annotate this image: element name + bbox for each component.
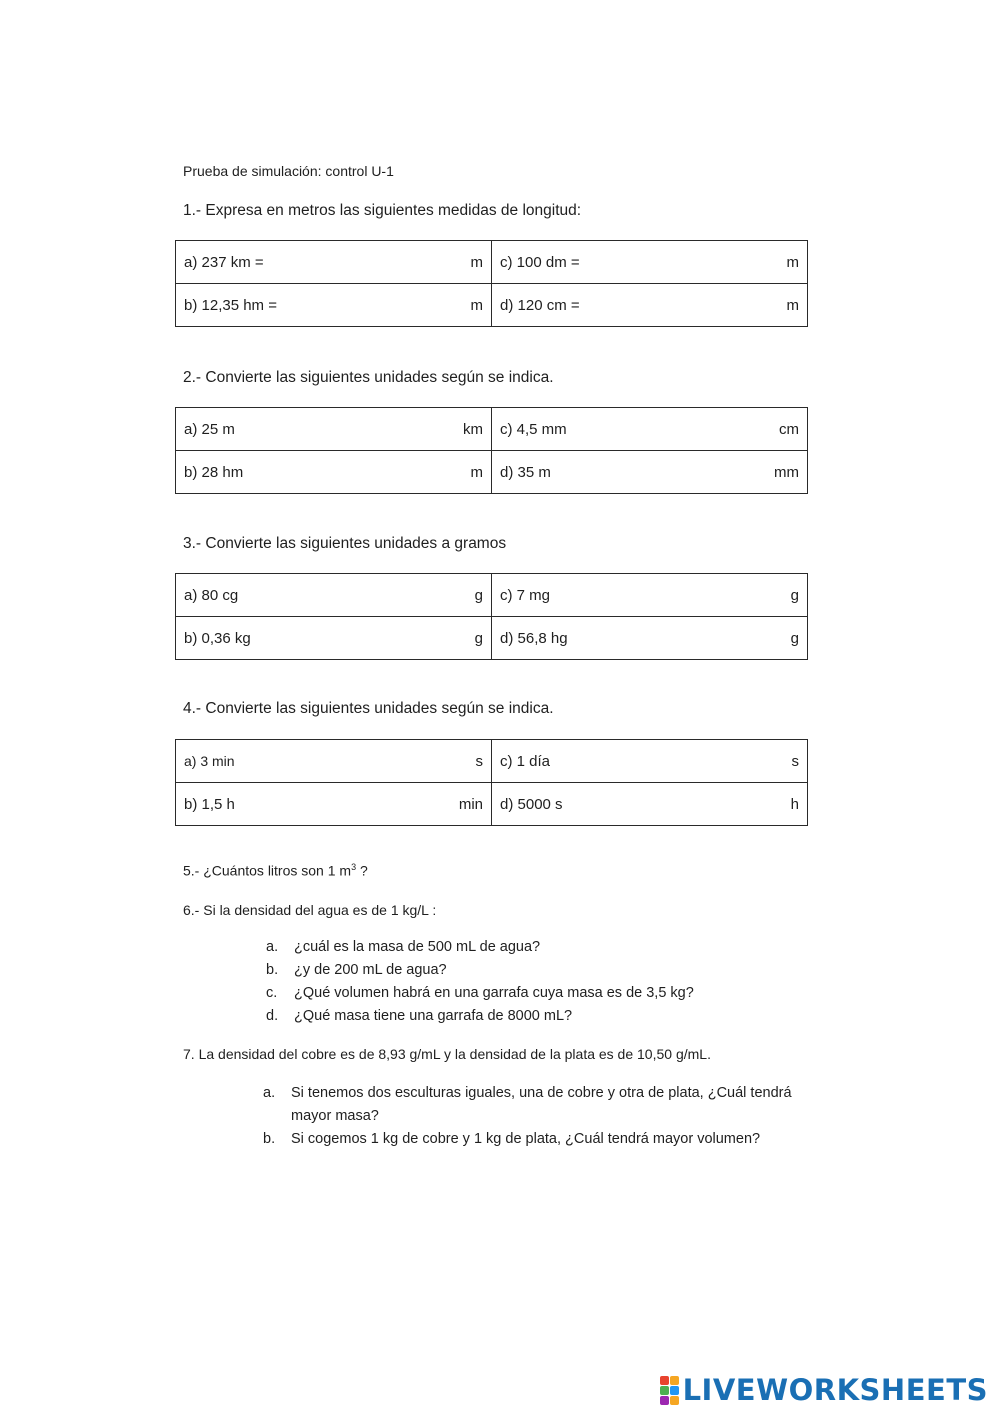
list-text: ¿Qué masa tiene una garrafa de 8000 mL? <box>294 1008 573 1024</box>
cell-unit: min <box>458 795 483 813</box>
cell-unit: g <box>790 629 799 647</box>
cell-unit: g <box>474 629 483 647</box>
question-3-table <box>175 573 808 660</box>
logo-square <box>660 1396 669 1405</box>
cell-label: a) 237 km = <box>184 253 264 271</box>
cell-unit: cm <box>779 420 799 438</box>
list-marker: c. <box>266 985 278 1001</box>
cell-unit: s <box>475 752 483 770</box>
table-cell <box>492 783 808 826</box>
cell-label: b) 0,36 kg <box>184 629 251 647</box>
table-cell <box>492 241 808 284</box>
cell-label: b) 28 hm <box>184 463 244 481</box>
cell-label: d) 35 m <box>500 463 551 481</box>
table-row <box>176 574 808 617</box>
logo-square <box>670 1376 679 1385</box>
cell-unit: g <box>790 586 799 604</box>
table-row <box>176 451 808 494</box>
list-item <box>263 1128 811 1151</box>
question-3-title: 3.- Convierte las siguientes unidades a gramos <box>183 535 507 552</box>
list-marker: a. <box>266 939 279 955</box>
list-marker: d. <box>266 1008 279 1024</box>
question-7-list <box>263 1082 811 1151</box>
cell-unit: m <box>786 296 799 314</box>
cell-unit: m <box>470 253 483 271</box>
cell-label: a) 25 m <box>184 420 235 438</box>
cell-label: b) 12,35 hm = <box>184 296 277 314</box>
cell-label: d) 120 cm = <box>500 296 580 314</box>
table-cell <box>176 284 492 327</box>
cell-label: b) 1,5 h <box>184 795 235 813</box>
logo-text: LIVEWORKSHEETS <box>682 1373 988 1407</box>
table-row <box>176 617 808 660</box>
cell-label: a) 3 min <box>184 753 235 769</box>
list-text: Si cogemos 1 kg de cobre y 1 kg de plata, ¿Cuál tendrá mayor volumen? <box>291 1131 761 1147</box>
cell-label: c) 1 día <box>500 752 551 770</box>
list-item <box>266 1005 794 1028</box>
list-item <box>266 959 794 982</box>
table-cell <box>492 617 808 660</box>
cell-unit: h <box>790 795 799 813</box>
question-7-title: 7. La densidad del cobre es de 8,93 g/mL y la densidad de la plata es de 10,50 g/mL. <box>183 1046 711 1062</box>
table-cell <box>492 408 808 451</box>
cell-label: a) 80 cg <box>184 586 239 604</box>
cell-label: d) 56,8 hg <box>500 629 568 647</box>
question-6-list <box>266 936 794 1028</box>
table-cell <box>176 408 492 451</box>
list-text: ¿y de 200 mL de agua? <box>294 962 447 978</box>
table-cell <box>176 617 492 660</box>
table-cell <box>492 451 808 494</box>
table-cell <box>176 783 492 826</box>
table-row <box>176 284 808 327</box>
question-5 <box>183 862 368 879</box>
table-cell <box>492 740 808 783</box>
cell-label: d) 5000 s <box>500 795 563 813</box>
list-item <box>266 982 794 1005</box>
cell-unit: m <box>786 253 799 271</box>
logo-square <box>660 1386 669 1395</box>
table-row <box>176 740 808 783</box>
list-marker: b. <box>266 962 279 978</box>
question-4-table <box>175 739 808 826</box>
logo-icon <box>660 1376 679 1405</box>
cell-unit: s <box>791 752 799 770</box>
table-cell <box>176 451 492 494</box>
question-5-text: 5.- ¿Cuántos litros son 1 m <box>183 862 352 879</box>
cell-unit: mm <box>774 463 799 481</box>
table-row <box>176 783 808 826</box>
question-5-tail: ? <box>356 862 368 879</box>
cell-label: c) 7 mg <box>500 586 551 604</box>
question-4-title: 4.- Convierte las siguientes unidades según se indica. <box>183 700 554 717</box>
list-text: ¿Qué volumen habrá en una garrafa cuya masa es de 3,5 kg? <box>294 985 694 1001</box>
cell-unit: km <box>463 420 483 438</box>
superscript: 3 <box>351 862 357 872</box>
question-2-table <box>175 407 808 494</box>
question-1-table <box>175 240 808 327</box>
question-2-title: 2.- Convierte las siguientes unidades según se indica. <box>183 369 554 386</box>
table-row <box>176 241 808 284</box>
table-cell <box>492 574 808 617</box>
question-1-title: 1.- Expresa en metros las siguientes medidas de longitud: <box>183 202 582 219</box>
question-6-title: 6.- Si la densidad del agua es de 1 kg/L : <box>183 902 437 918</box>
table-cell <box>176 740 492 783</box>
table-cell <box>492 284 808 327</box>
list-item <box>263 1082 811 1128</box>
table-cell <box>176 241 492 284</box>
cell-label: c) 100 dm = <box>500 253 580 271</box>
cell-label: c) 4,5 mm <box>500 420 567 438</box>
cell-unit: g <box>474 586 483 604</box>
cell-unit: m <box>470 296 483 314</box>
page-header: Prueba de simulación: control U-1 <box>183 163 394 179</box>
list-text: Si tenemos dos esculturas iguales, una de cobre y otra de plata, ¿Cuál tendrá mayor masa? <box>291 1085 792 1124</box>
logo-square <box>670 1396 679 1405</box>
list-marker: a. <box>263 1085 276 1101</box>
table-row <box>176 408 808 451</box>
liveworksheets-logo <box>660 1373 988 1407</box>
logo-square <box>670 1386 679 1395</box>
list-item <box>266 936 794 959</box>
cell-unit: m <box>470 463 483 481</box>
list-text: ¿cuál es la masa de 500 mL de agua? <box>294 939 541 955</box>
table-cell <box>176 574 492 617</box>
list-marker: b. <box>263 1131 276 1147</box>
logo-square <box>660 1376 669 1385</box>
